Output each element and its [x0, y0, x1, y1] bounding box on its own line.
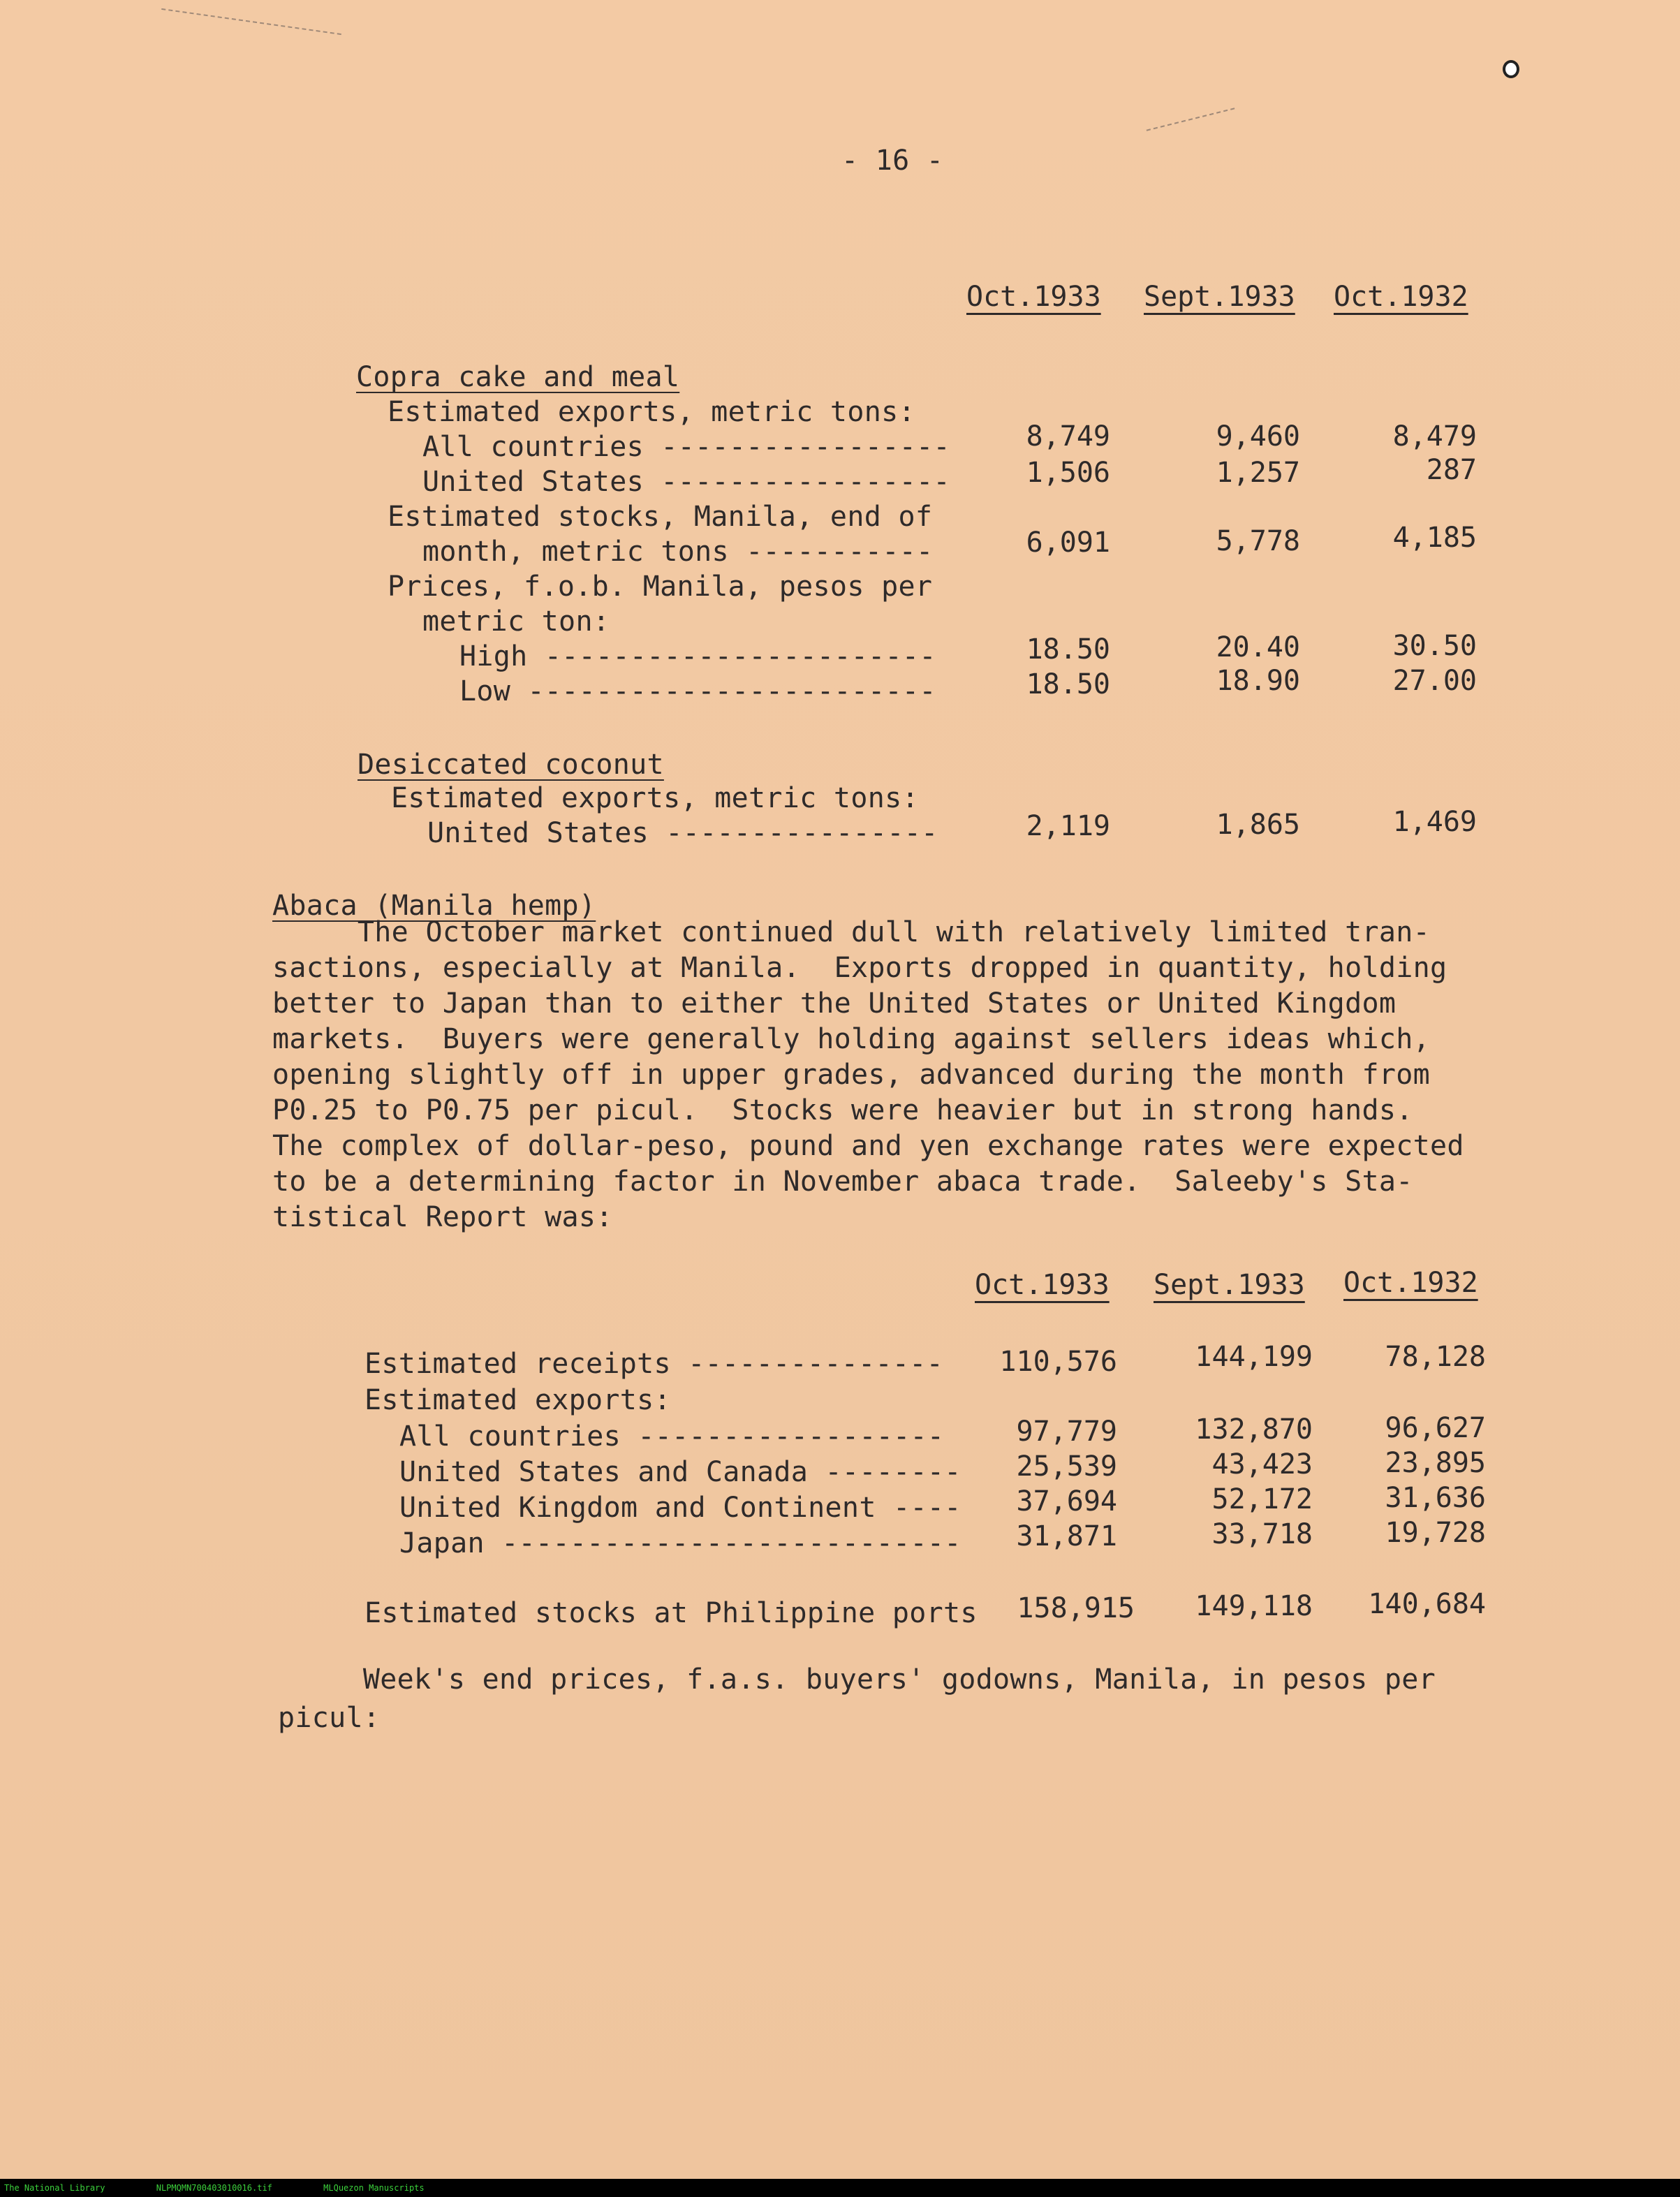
table1-cell: 1,469 [1392, 806, 1477, 838]
table1-cell: 8,479 [1392, 420, 1477, 453]
table2-cell: 19,728 [1385, 1517, 1486, 1549]
closing-line: Week's end prices, f.a.s. buyers' godowns, Manila, in pesos per [278, 1663, 1436, 1696]
row-label: Estimated stocks, Manila, end of [388, 501, 933, 533]
table2-cell: 37,694 [1016, 1485, 1117, 1518]
row-label: Estimated exports, metric tons: [391, 782, 919, 814]
table1-cell: 27.00 [1392, 665, 1477, 697]
row-label: Japan --------------------------- [399, 1527, 961, 1559]
table1-cell: 8,749 [1026, 420, 1110, 453]
table2-cell: 132,870 [1195, 1413, 1313, 1446]
table1-cell: 1,257 [1216, 457, 1300, 489]
table1-cell: 2,119 [1026, 810, 1110, 842]
table1-cell: 18.50 [1026, 633, 1110, 666]
row-label: Estimated exports, metric tons: [388, 396, 915, 428]
row-label: United States ---------------- [427, 817, 938, 849]
table2-cell: 31,871 [1016, 1520, 1117, 1552]
paragraph-line: tistical Report was: [272, 1201, 613, 1233]
table1-col-header: Sept.1933 [1144, 281, 1295, 313]
table2-cell: 52,172 [1211, 1483, 1313, 1515]
table1-cell: 18.50 [1026, 668, 1110, 700]
table2-cell: 140,684 [1368, 1588, 1486, 1620]
table1-cell: 4,185 [1392, 522, 1477, 554]
table1-cell: 1,506 [1026, 457, 1110, 489]
footer-library: The National Library [4, 2183, 105, 2193]
archive-footer [0, 2179, 1680, 2197]
table1-cell: 18.90 [1216, 665, 1300, 697]
table1-cell: 20.40 [1216, 631, 1300, 663]
row-label: All countries ----------------- [422, 431, 950, 463]
table1-cell: 287 [1426, 454, 1477, 486]
paragraph-line: better to Japan than to either the United States or United Kingdom [272, 987, 1397, 1020]
row-label: Estimated exports: [364, 1384, 671, 1416]
table2-col-header: Sept.1933 [1154, 1269, 1305, 1301]
table2-col-header: Oct.1932 [1343, 1267, 1478, 1299]
table2-cell: 144,199 [1195, 1341, 1313, 1373]
row-label: All countries ------------------ [399, 1420, 945, 1453]
table2-cell: 43,423 [1211, 1448, 1313, 1480]
table2-col-header: Oct.1933 [975, 1269, 1110, 1301]
row-label: United States and Canada -------- [399, 1456, 961, 1488]
row-label: United States ----------------- [422, 466, 950, 498]
closing-line: picul: [278, 1702, 381, 1734]
row-label: metric ton: [422, 605, 610, 638]
punch-hole [1503, 60, 1519, 78]
paragraph-line: opening slightly off in upper grades, advanced during the month from [272, 1059, 1430, 1091]
row-label: Low ------------------------ [459, 675, 936, 707]
table2-cell: 23,895 [1385, 1447, 1486, 1479]
paragraph-line: sactions, especially at Manila. Exports dropped in quantity, holding [272, 952, 1447, 984]
table1-cell: 5,778 [1216, 525, 1300, 557]
section-title-abaca: Abaca (Manila hemp) [272, 890, 596, 922]
section-title-desiccated-coconut: Desiccated coconut [358, 749, 664, 781]
paragraph-line: to be a determining factor in November abaca trade. Saleeby's Sta- [272, 1166, 1413, 1198]
table2-cell: 31,636 [1385, 1482, 1486, 1514]
table1-cell: 1,865 [1216, 809, 1300, 841]
table2-cell: 158,915 [1017, 1592, 1135, 1624]
pencil-mark [161, 8, 341, 35]
table1-cell: 9,460 [1216, 420, 1300, 453]
row-label: High ----------------------- [459, 640, 936, 673]
paragraph-line: The October market continued dull with relatively limited tran- [272, 916, 1430, 948]
footer-collection: MLQuezon Manuscripts [323, 2183, 425, 2193]
paragraph-line: The complex of dollar-peso, pound and yen exchange rates were expected [272, 1130, 1464, 1162]
table2-cell: 97,779 [1016, 1416, 1117, 1448]
table2-cell: 96,627 [1385, 1412, 1486, 1444]
row-label: Prices, f.o.b. Manila, pesos per [388, 571, 933, 603]
row-label: Estimated stocks at Philippine ports [364, 1597, 978, 1629]
table2-cell: 149,118 [1195, 1590, 1313, 1622]
table1-col-header: Oct.1933 [966, 281, 1101, 313]
footer-file: NLPMQMN700403010016.tif [156, 2183, 272, 2193]
pencil-mark [1147, 108, 1235, 131]
table2-cell: 33,718 [1211, 1518, 1313, 1550]
row-label: month, metric tons ----------- [422, 536, 934, 568]
row-label: Estimated receipts --------------- [364, 1348, 943, 1380]
table2-cell: 78,128 [1385, 1341, 1486, 1373]
page-number: - 16 - [841, 145, 944, 177]
table2-cell: 110,576 [999, 1346, 1117, 1378]
table1-cell: 30.50 [1392, 630, 1477, 662]
table1-col-header: Oct.1932 [1334, 281, 1468, 313]
paragraph-line: markets. Buyers were generally holding against sellers ideas which, [272, 1023, 1430, 1055]
table1-cell: 6,091 [1026, 527, 1110, 559]
table2-cell: 25,539 [1016, 1450, 1117, 1483]
section-title-copra-cake: Copra cake and meal [356, 361, 680, 393]
row-label: United Kingdom and Continent ---- [399, 1492, 961, 1524]
paragraph-line: P0.25 to P0.75 per picul. Stocks were heavier but in strong hands. [272, 1094, 1413, 1126]
